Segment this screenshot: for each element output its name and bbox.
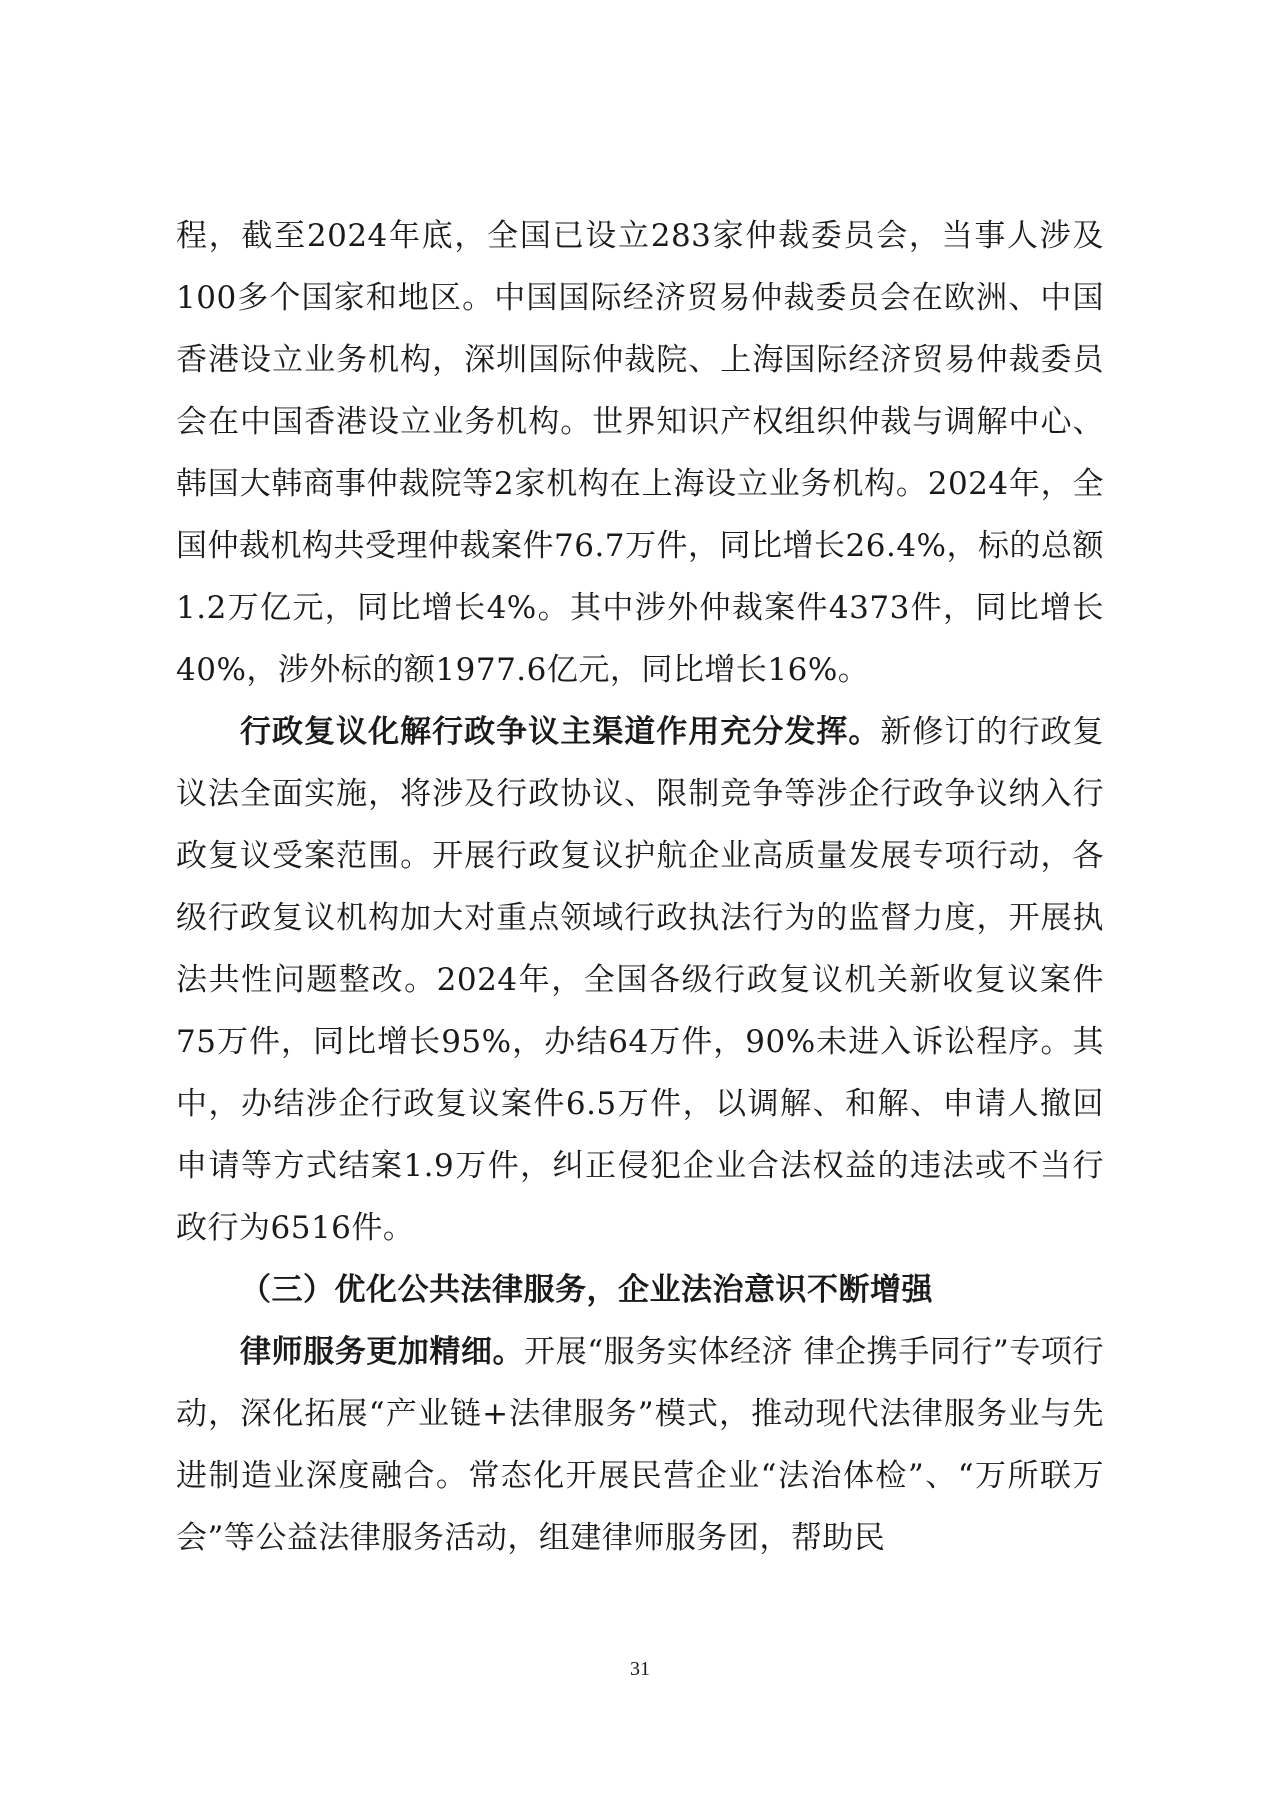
paragraph-arbitration <box>176 205 1104 701</box>
page-number: 31 <box>630 1658 650 1680</box>
document-body <box>176 205 1104 1569</box>
paragraph-lawyer-services-lead: 律师服务更加精细。 <box>240 1334 525 1370</box>
paragraph-arbitration-text: 程，截至2024年底，全国已设立283家仲裁委员会，当事人涉及100多个国家和地区。中国国际经济贸易仲裁委员会在欧洲、中国香港设立业务机构，深圳国际仲裁院、上海国际经济贸易仲裁委员会在中国香港设立业务机构。世界知识产权组织仲裁与调解中心、韩国大韩商事仲裁院等2家机构在上海设立业务机构。2024年，全国仲裁机构共受理仲裁案件76.7万件，同比增长26.4%，标的总额1.2万亿元，同比增长4%。其中涉外仲裁案件4373件，同比增长40%，涉外标的额1977.6亿元，同比增长16%。 <box>176 218 1105 688</box>
paragraph-administrative-review-lead: 行政复议化解行政争议主渠道作用充分发挥。 <box>240 714 881 750</box>
paragraph-administrative-review <box>176 701 1104 1259</box>
paragraph-lawyer-services-text: 开展“服务实体经济 律企携手同行”专项行动，深化拓展“产业链+法律服务”模式，推动现代法律服务业与先进制造业深度融合。常态化开展民营企业“法治体检”、“万所联万会”等公益法律服务活动，组建律师服务团，帮助民 <box>176 1334 1104 1556</box>
section-heading: （三）优化公共法律服务，企业法治意识不断增强 <box>240 1272 933 1308</box>
paragraph-lawyer-services <box>176 1321 1104 1569</box>
paragraph-administrative-review-text: 新修订的行政复议法全面实施，将涉及行政协议、限制竞争等涉企行政争议纳入行政复议受案范围。开展行政复议护航企业高质量发展专项行动，各级行政复议机构加大对重点领域行政执法行为的监督力度，开展执法共性问题整改。2024年，全国各级行政复议机关新收复议案件75万件，同比增长95%，办结64万件，90%未进入诉讼程序。其中，办结涉企行政复议案件6.5万件，以调解、和解、申请人撤回申请等方式结案1.9万件，纠正侵犯企业合法权益的违法或不当行政行为6516件。 <box>176 714 1105 1246</box>
